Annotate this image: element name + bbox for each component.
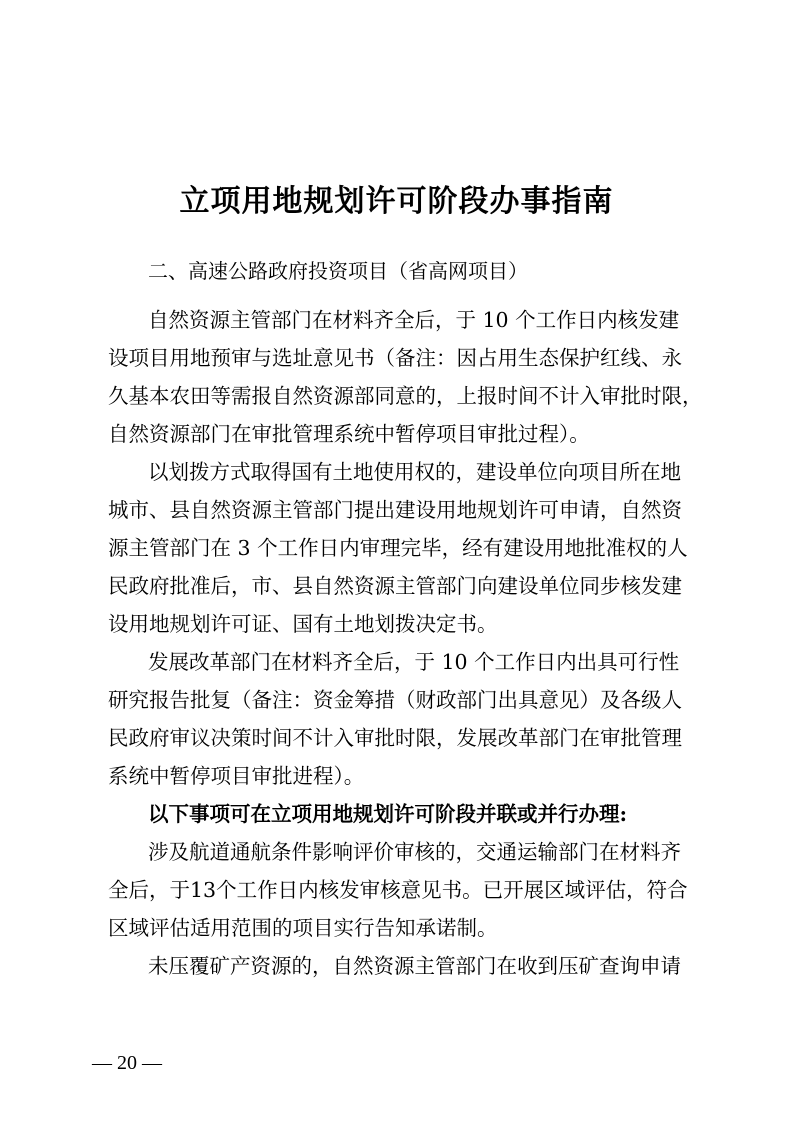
paragraph-line: 全后，于13个工作日内核发审核意见书。已开展区域评估，符合: [108, 878, 688, 902]
page-number: — 20 —: [92, 1052, 162, 1074]
paragraph-line: 城市、县自然资源主管部门提出建设用地规划许可申请，自然资: [108, 498, 682, 522]
paragraph-line: 久基本农田等需报自然资源部同意的，上报时间不计入审批时限，: [108, 384, 703, 408]
paragraph-line: 以划拨方式取得国有土地使用权的，建设单位向项目所在地: [148, 460, 681, 484]
paragraph-line: 民政府批准后，市、县自然资源主管部门向建设单位同步核发建: [108, 574, 682, 598]
paragraph-line: 涉及航道通航条件影响评价审核的，交通运输部门在材料齐: [148, 840, 681, 864]
paragraph-line: 系统中暂停项目审批进程）。: [108, 764, 365, 788]
paragraph-line: 发展改革部门在材料齐全后，于 10 个工作日内出具可行性: [148, 650, 680, 674]
paragraph-line: 研究报告批复（备注：资金筹措（财政部门出具意见）及各级人: [108, 688, 682, 712]
paragraph-line: 自然资源主管部门在材料齐全后，于 10 个工作日内核发建: [148, 308, 680, 332]
document-title: 立项用地规划许可阶段办事指南: [179, 184, 614, 219]
paragraph-line: 未压覆矿产资源的，自然资源主管部门在收到压矿查询申请: [148, 954, 681, 978]
section-heading: 二、高速公路政府投资项目（省高网项目）: [148, 259, 528, 283]
paragraph-line: 区域评估适用范围的项目实行告知承诺制。: [108, 916, 498, 940]
paragraph-line: 民政府审议决策时间不计入审批时限，发展改革部门在审批管理: [108, 726, 682, 750]
parallel-items-heading: 以下事项可在立项用地规划许可阶段并联或并行办理:: [148, 802, 628, 826]
paragraph-line: 设用地规划许可证、国有土地划拨决定书。: [108, 612, 498, 636]
paragraph-line: 源主管部门在 3 个工作日内审理完毕，经有建设用地批准权的人: [108, 536, 688, 560]
paragraph-line: 设项目用地预审与选址意见书（备注：因占用生态保护红线、永: [108, 346, 682, 370]
paragraph-line: 自然资源部门在审批管理系统中暂停项目审批过程）。: [108, 422, 590, 446]
